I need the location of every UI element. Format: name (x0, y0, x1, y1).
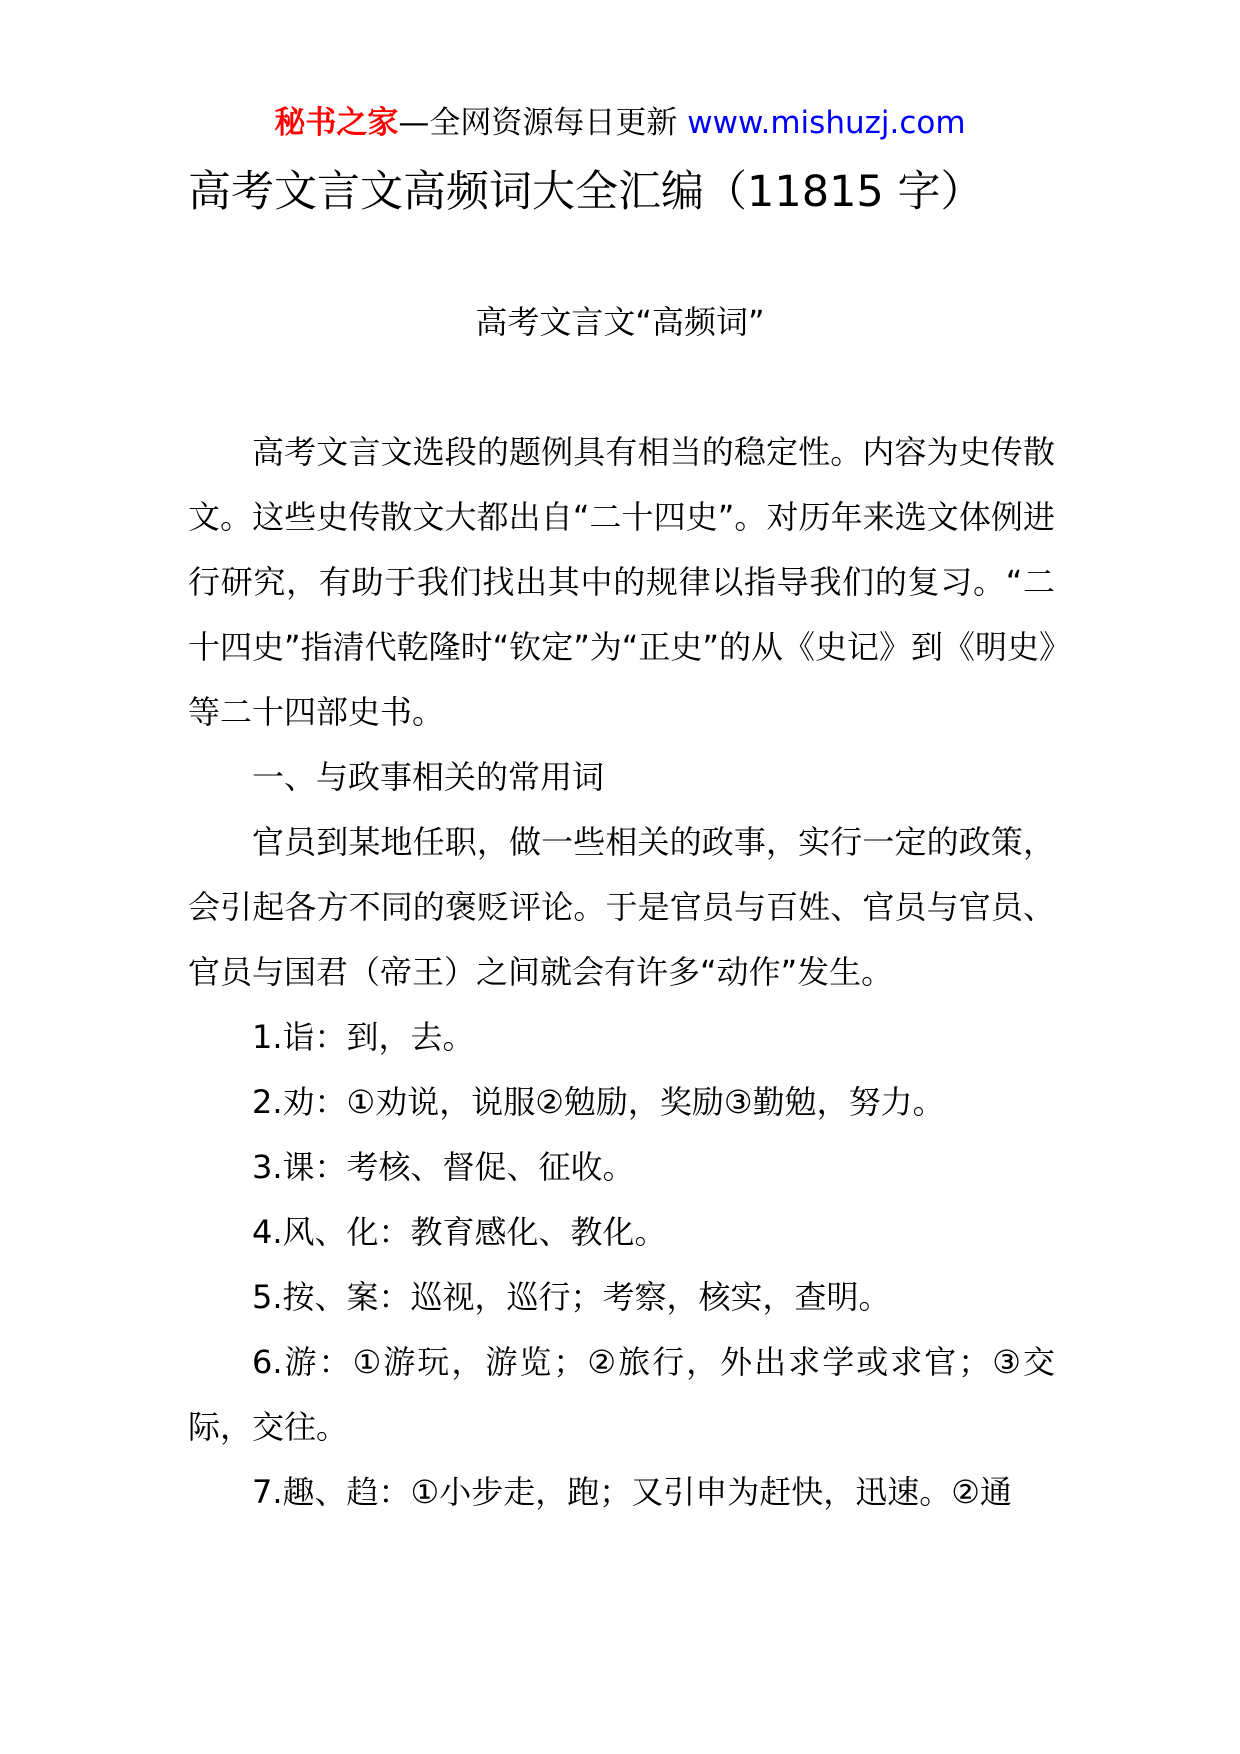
site-brand: 秘书之家 (274, 105, 399, 141)
list-item: 2.劝：①劝说，说服②勉励，奖励③勤勉，努力。 (252, 1083, 945, 1121)
list-item: 5.按、案：巡视，巡行；考察，核实，查明。 (252, 1278, 891, 1316)
list-item: 1.诣：到，去。 (252, 1018, 475, 1056)
site-url-link[interactable]: www.mishuzj.com (687, 105, 966, 141)
document-body (188, 420, 1055, 1525)
list-item: 6.游：①游玩，游览；②旅行，外出求学或求官；③交际，交往。 (188, 1343, 1055, 1446)
section-intro-paragraph: 官员到某地任职，做一些相关的政事，实行一定的政策，会引起各方不同的褒贬评论。于是官员与百姓、官员与官员、官员与国君（帝王）之间就会有许多“动作”发生。 (188, 823, 1055, 991)
document-subtitle: 高考文言文“高频词” (475, 303, 765, 341)
document-title: 高考文言文高频词大全汇编（11815 字） (188, 167, 984, 217)
site-header (0, 100, 1240, 146)
section-heading: 一、与政事相关的常用词 (252, 758, 605, 796)
intro-paragraph: 高考文言文选段的题例具有相当的稳定性。内容为史传散文。这些史传散文大都出自“二十四史”。对历年来选文体例进行研究，有助于我们找出其中的规律以指导我们的复习。“二十四史”指清代乾隆时“钦定”为“正史”的从《史记》到《明史》等二十四部史书。 (188, 433, 1055, 731)
list-item: 7.趣、趋：①小步走，跑；又引申为赶快，迅速。②通 (252, 1473, 1012, 1511)
list-item: 3.课：考核、督促、征收。 (252, 1148, 635, 1186)
list-item: 4.风、化：教育感化、教化。 (252, 1213, 667, 1251)
site-slogan: —全网资源每日更新 (398, 105, 678, 141)
